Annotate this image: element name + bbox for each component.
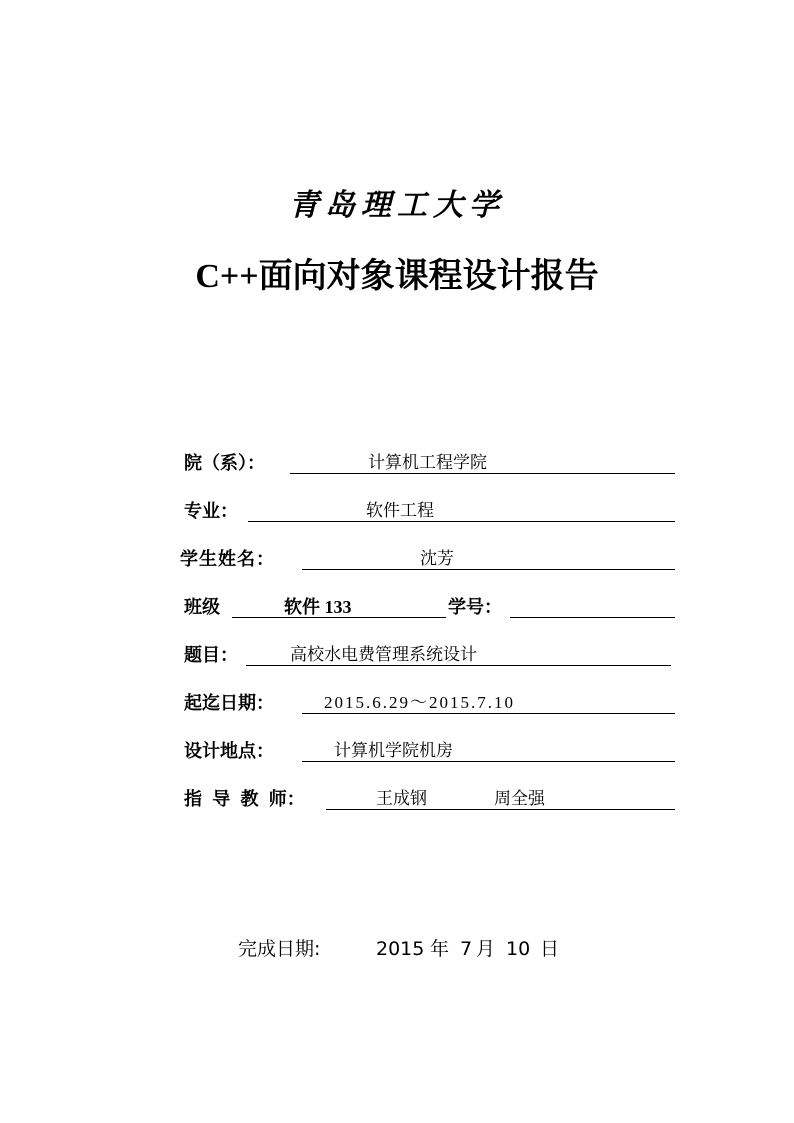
major-label: 专业： xyxy=(184,501,238,522)
department-label: 院（系）： xyxy=(184,453,265,474)
period-label: 起迄日期： xyxy=(184,693,274,714)
location-label: 设计地点： xyxy=(184,741,274,762)
report-title-cn: 面向对象课程设计报告 xyxy=(258,256,599,296)
student-id-label: 学号： xyxy=(448,597,502,618)
completion-label: 完成日期: xyxy=(238,938,321,960)
period-value: 2015.6.29～2015.7.10 xyxy=(324,693,515,712)
completion-day-unit: 日 xyxy=(540,938,560,960)
major-value: 软件工程 xyxy=(366,501,434,521)
student-name-underline xyxy=(302,569,675,570)
advisors-label: 指 导 教 师： xyxy=(184,789,305,810)
advisor-2-value: 周全强 xyxy=(494,789,545,809)
completion-year-unit: 年 xyxy=(430,938,450,960)
advisor-1-value: 王成钢 xyxy=(376,789,427,809)
student-name-label: 学生姓名： xyxy=(180,549,275,570)
student-id-underline xyxy=(510,617,675,618)
location-value: 计算机学院机房 xyxy=(334,741,453,761)
department-value: 计算机工程学院 xyxy=(368,453,487,473)
class-value: 软件 133 xyxy=(284,597,352,617)
completion-month-unit: 月 xyxy=(476,938,496,960)
class-label: 班级 xyxy=(184,597,220,618)
university-name: 青岛理工大学 xyxy=(289,188,505,223)
topic-label: 题目： xyxy=(184,645,238,666)
completion-day: 10 xyxy=(506,938,531,960)
report-title-latin: C++ xyxy=(195,258,259,295)
student-name-value: 沈芳 xyxy=(420,549,454,569)
report-title xyxy=(0,248,794,297)
completion-month: 7 xyxy=(460,938,473,960)
completion-year: 2015 xyxy=(376,938,425,960)
major-underline xyxy=(248,521,675,522)
topic-value: 高校水电费管理系统设计 xyxy=(290,645,477,665)
